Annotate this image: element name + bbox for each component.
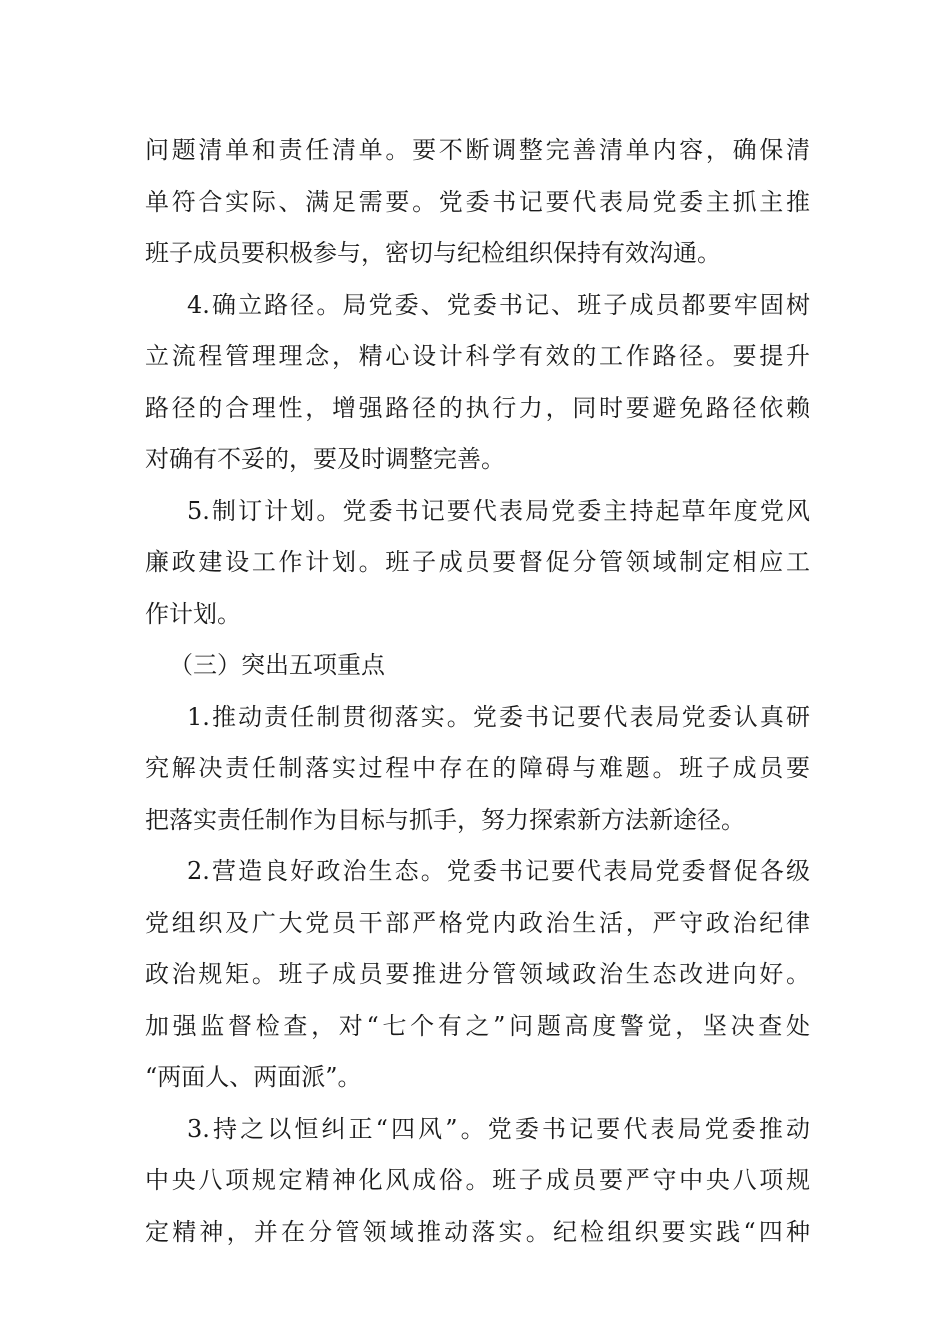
paragraph-start-line: 2.营造良好政治生态。党委书记要代表局党委督促各级 [187,857,810,885]
text-line: 对确有不妥的，要及时调整完善。 [145,445,505,473]
text-line: 中央八项规定精神化风成俗。班子成员要严守中央八项规 [145,1166,810,1194]
text-line: 政治规矩。班子成员要推进分管领域政治生态改进向好。 [145,960,810,988]
text-line: “两面人、两面派”。 [145,1063,362,1091]
text-line: 班子成员要积极参与，密切与纪检组织保持有效沟通。 [145,239,721,267]
text-line: 路径的合理性，增强路径的执行力，同时要避免路径依赖 [145,393,810,422]
text-line: 问题清单和责任清单。要不断调整完善清单内容，确保清 [145,136,810,164]
text-line: 作计划。 [145,599,241,628]
text-line: 单符合实际、满足需要。党委书记要代表局党委主抓主推 [145,187,810,216]
text-line: 党组织及广大党员干部严格党内政治生活，严守政治纪律 [145,908,810,937]
paragraph-start-line: 1.推动责任制贯彻落实。党委书记要代表局党委认真研 [187,702,810,731]
text-line: 加强监督检查，对“七个有之”问题高度警觉，坚决查处 [145,1011,810,1040]
text-line: 把落实责任制作为目标与抓手，努力探索新方法新途径。 [145,805,745,834]
text-line: 究解决责任制落实过程中存在的障碍与难题。班子成员要 [145,754,810,782]
text-line: 立流程管理理念，精心设计科学有效的工作路径。要提升 [145,342,810,370]
text-line: 定精神，并在分管领域推动落实。纪检组织要实践“四种 [145,1217,810,1246]
section-heading: （三）突出五项重点 [169,651,385,679]
document-body [145,125,810,1258]
paragraph-start-line: 3.持之以恒纠正“四风”。党委书记要代表局党委推动 [187,1114,810,1143]
text-line: 廉政建设工作计划。班子成员要督促分管领域制定相应工 [145,548,810,576]
paragraph-start-line: 4.确立路径。局党委、党委书记、班子成员都要牢固树 [187,290,810,319]
paragraph-start-line: 5.制订计划。党委书记要代表局党委主持起草年度党风 [187,496,810,525]
